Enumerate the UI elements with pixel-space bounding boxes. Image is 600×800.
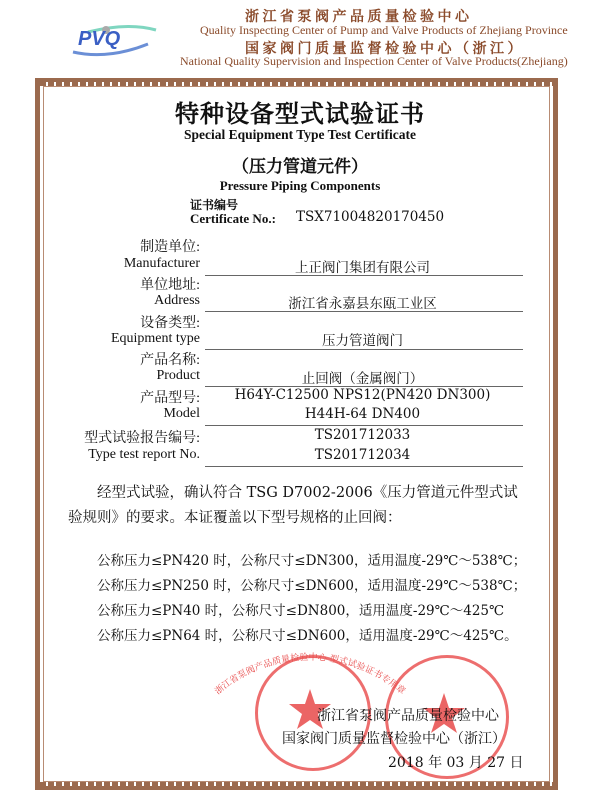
spec-line-3: 公称压力≤PN40 时，公称尺寸≤DN800，适用温度-29℃～425℃ (97, 603, 505, 619)
org1-en: Quality Inspecting Center of Pump and Valve Products of Zhejiang Province (200, 23, 568, 37)
issue-date: 2018 年 03 月 27 日 (388, 755, 524, 771)
issuer-2: 国家阀门质量监督检验中心（浙江） (282, 731, 506, 747)
product-value: 止回阀（金属阀门） (301, 371, 424, 387)
address-value: 浙江省永嘉县东瓯工业区 (288, 296, 437, 312)
spec-line-1: 公称压力≤PN420 时，公称尺寸≤DN300，适用温度-29℃～538℃； (97, 553, 527, 569)
title-cn: 特种设备型式试验证书 (175, 99, 425, 128)
model-value-2: H44H-64 DN400 (304, 406, 421, 422)
report-label-cn: 型式试验报告编号: (84, 431, 200, 446)
org1-cn: 浙 江 省 泵 阀 产 品 质 量 检 验 中 心 (245, 10, 469, 25)
equipment-type-label-cn: 设备类型: (140, 316, 200, 331)
equipment-type-label-en: Equipment type (110, 331, 200, 346)
pvq-logo (68, 22, 158, 58)
underline (205, 349, 523, 350)
underline (205, 311, 523, 312)
equipment-type-value: 压力管道阀门 (322, 333, 403, 349)
model-value-1: H64Y-C12500 NPS12(PN420 DN300) (234, 387, 491, 403)
title-en: Special Equipment Type Test Certificate (184, 127, 416, 142)
paragraph-line-2: 验规则》的要求。本证覆盖以下型号规格的止回阀： (68, 510, 402, 526)
underline (205, 425, 523, 426)
org2-en: National Quality Supervision and Inspection Center of Valve Products(Zhejiang) (180, 54, 568, 68)
manufacturer-value: 上正阀门集团有限公司 (295, 260, 430, 276)
report-value-1: TS201712033 (314, 427, 411, 443)
report-value-2: TS201712034 (314, 447, 411, 463)
issuer-1: 浙江省泵阀产品质量检验中心 (317, 708, 499, 724)
spec-line-4: 公称压力≤PN64 时，公称尺寸≤DN600，适用温度-29℃～425℃。 (97, 628, 518, 644)
underline (205, 275, 523, 276)
product-label-en: Product (156, 368, 200, 383)
paragraph-line-1: 经型式试验，确认符合 TSG D7002-2006《压力管道元件型式试 (97, 485, 518, 501)
underline (205, 466, 523, 467)
org2-cn: 国 家 阀 门 质 量 监 督 检 验 中 心 （ 浙 江 ） (245, 42, 522, 57)
subtitle-en: Pressure Piping Components (219, 178, 381, 193)
certificate-number: TSX71004820170450 (296, 209, 445, 225)
certificate-label-cn: 证书编号 (190, 198, 239, 212)
seal-1-lettering (200, 645, 420, 705)
product-label-cn: 产品名称: (140, 353, 200, 368)
manufacturer-label-cn: 制造单位: (140, 240, 200, 255)
svg-text:浙江省泵阀产品质量检验中心 型式试验证书专用章 (212, 651, 408, 697)
subtitle-cn: （压力管道元件） (232, 157, 368, 177)
logo-text: PVQ (78, 28, 121, 50)
address-label-cn: 单位地址: (140, 278, 200, 293)
address-label-en: Address (154, 293, 200, 308)
seal-1-text: 浙江省泵阀产品质量检验中心 型式试验证书专用章 (213, 652, 407, 697)
report-label-en: Type test report No. (88, 447, 200, 462)
model-label-cn: 产品型号: (140, 391, 200, 406)
manufacturer-label-en: Manufacturer (123, 256, 200, 271)
certificate-label-en: Certificate No.: (190, 211, 276, 226)
model-label-en: Model (163, 406, 200, 421)
spec-line-2: 公称压力≤PN250 时，公称尺寸≤DN600，适用温度-29℃～538℃； (97, 578, 527, 594)
